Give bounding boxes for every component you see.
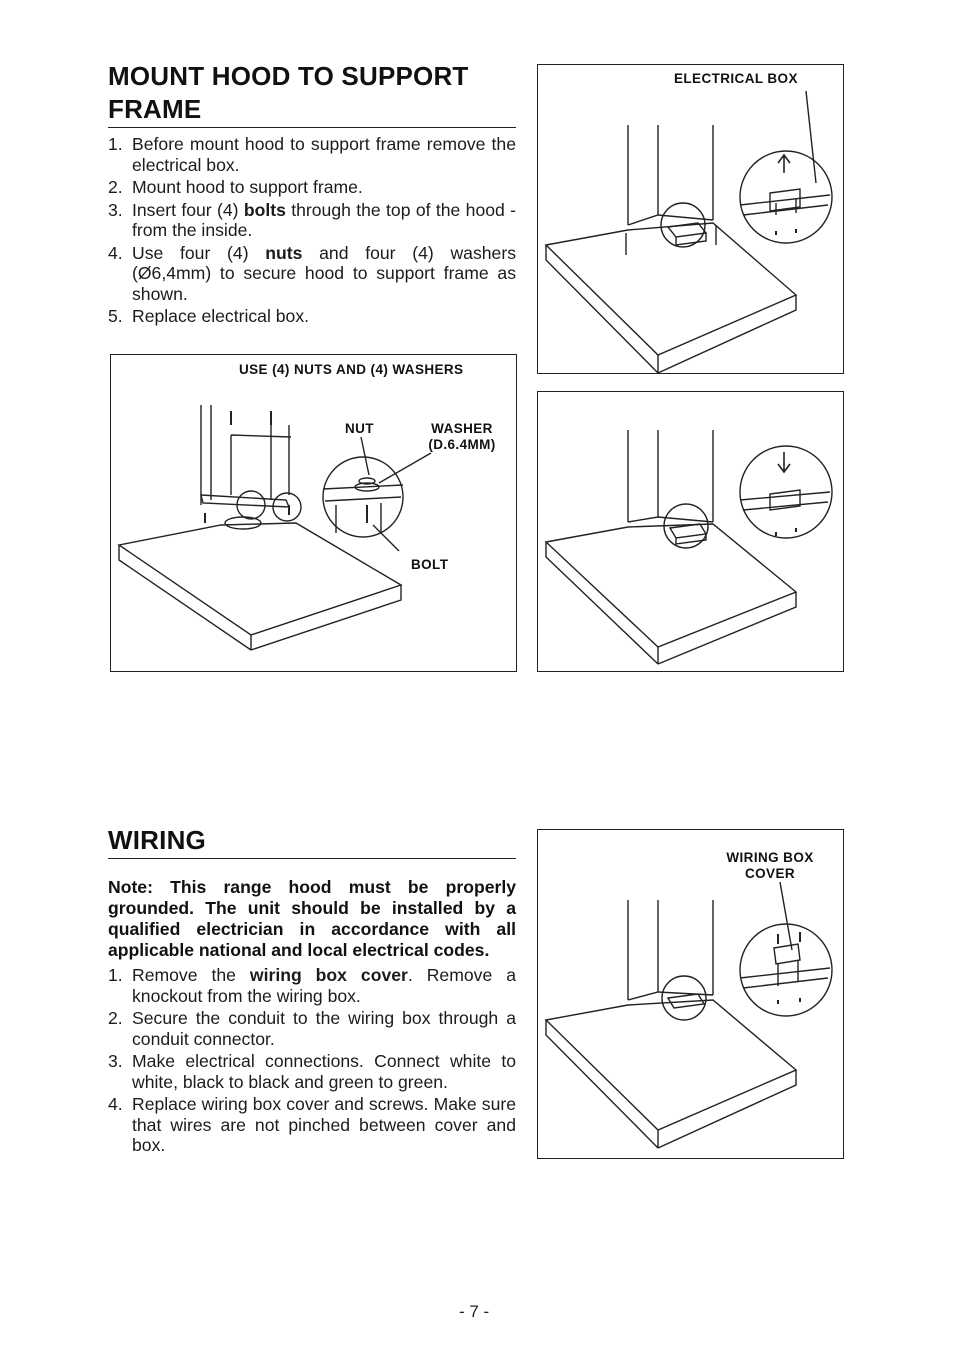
step-number: 3. xyxy=(108,1051,123,1071)
list-item xyxy=(108,200,516,241)
step-text-pre: Use four (4) xyxy=(132,242,266,263)
wiring-title-rule xyxy=(108,858,516,859)
wiring-section-title: WIRING xyxy=(108,825,206,855)
figure-wiring-box-cover xyxy=(537,829,844,1159)
wiring-note: Note: This range hood must be properly grounded. The unit should be installed by a qualified electrician in accordance with all applicable national and local electrical codes. xyxy=(108,877,516,960)
step-text: Replace electrical box. xyxy=(132,306,310,326)
wiring-steps-list xyxy=(108,965,516,1158)
label-bolt: BOLT xyxy=(411,557,449,572)
step-text-bold: bolts xyxy=(243,199,286,220)
label-electrical-box: ELECTRICAL BOX xyxy=(674,71,798,86)
list-item xyxy=(108,1051,516,1092)
step-text: Mount hood to support frame. xyxy=(132,177,363,197)
hood-illustration xyxy=(538,65,843,373)
step-text-pre: Remove the xyxy=(132,965,250,985)
step-number: 2. xyxy=(108,177,123,197)
mount-title-rule xyxy=(108,127,516,128)
mount-title-line2: FRAME xyxy=(108,94,202,124)
label-wiring-box-cover xyxy=(708,850,832,882)
step-text: Replace wiring box cover and screws. Make sure that wires are not pinched between cover and box. xyxy=(132,1094,516,1155)
mount-section-title xyxy=(108,60,518,126)
list-item xyxy=(108,134,516,175)
label-wiring-box-cover-line1: WIRING BOX xyxy=(726,850,814,865)
step-text-post: . Remove a knockout from the wiring box. xyxy=(132,965,516,1006)
mount-title-line1: MOUNT HOOD TO SUPPORT xyxy=(108,61,469,91)
hood-illustration xyxy=(538,392,843,671)
list-item xyxy=(108,1094,516,1156)
step-text-pre: Insert four (4) xyxy=(132,199,244,220)
step-number: 1. xyxy=(108,134,123,154)
step-text-post: and four (4) washers (Ø6,4mm) to secure hood to support frame as shown. xyxy=(132,242,516,304)
figure-nuts-washers xyxy=(110,354,517,672)
list-item xyxy=(108,243,516,305)
step-number: 4. xyxy=(108,1094,123,1114)
hood-support-illustration xyxy=(111,355,516,671)
step-text: Secure the conduit to the wiring box through a conduit connector. xyxy=(132,1008,516,1049)
label-nuts-washers: USE (4) NUTS AND (4) WASHERS xyxy=(239,362,464,377)
label-washer-line1: WASHER xyxy=(431,421,493,436)
step-text: Before mount hood to support frame remove the electrical box. xyxy=(132,134,516,175)
label-nut: NUT xyxy=(345,421,374,436)
step-number: 4. xyxy=(108,242,123,263)
figure-replace-electrical-box xyxy=(537,391,844,672)
step-number: 5. xyxy=(108,306,123,326)
label-washer-line2: (D.6.4MM) xyxy=(428,437,496,452)
step-number: 1. xyxy=(108,965,123,985)
step-text-post: through the top of the hood - from the inside. xyxy=(132,199,516,240)
list-item xyxy=(108,306,516,327)
label-wiring-box-cover-line2: COVER xyxy=(744,866,795,881)
list-item xyxy=(108,177,516,198)
step-text-bold: wiring box cover xyxy=(249,965,408,985)
label-washer xyxy=(419,421,505,453)
list-item xyxy=(108,965,516,1006)
figure-remove-electrical-box xyxy=(537,64,844,374)
mount-steps-list xyxy=(108,134,516,329)
step-number: 3. xyxy=(108,199,123,220)
list-item xyxy=(108,1008,516,1049)
step-text: Make electrical connections. Connect white to white, black to black and green to green. xyxy=(132,1051,516,1092)
step-text-bold: nuts xyxy=(265,242,303,263)
page-number: - 7 - xyxy=(459,1302,490,1321)
step-number: 2. xyxy=(108,1008,123,1028)
